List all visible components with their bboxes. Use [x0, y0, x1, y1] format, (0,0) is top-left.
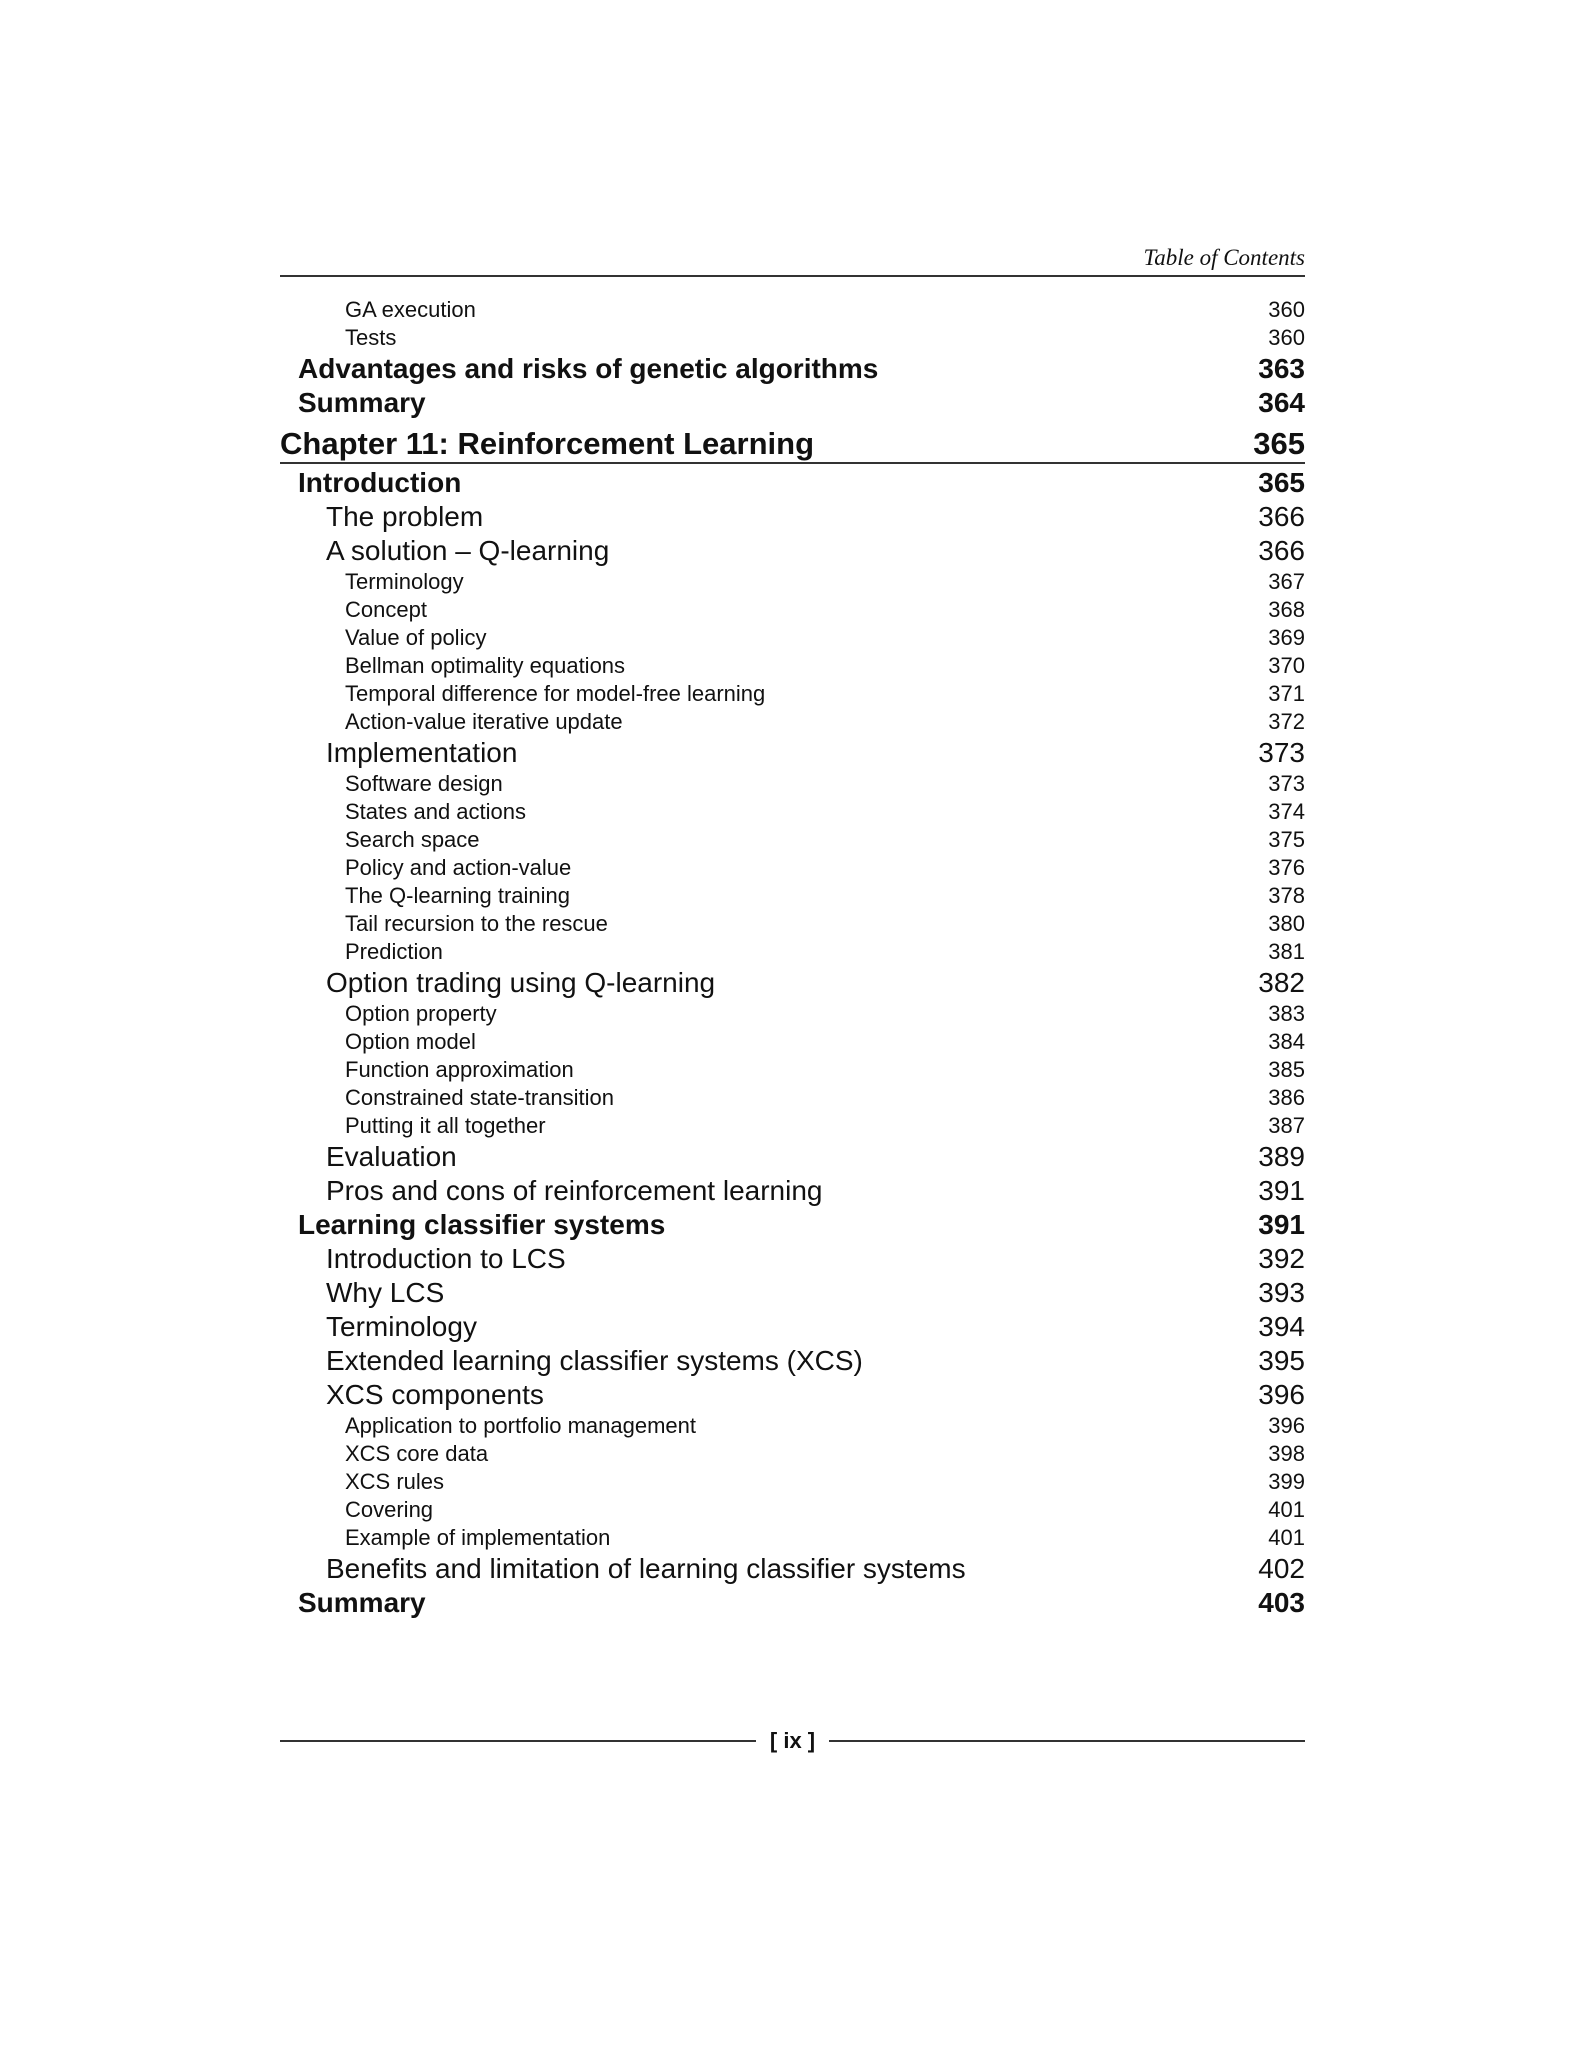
toc-entry-title: Summary: [298, 387, 426, 418]
toc-entry-page: 366: [1258, 535, 1305, 566]
toc-entry-page: 375: [1268, 827, 1305, 852]
toc-entry-title: Example of implementation: [345, 1525, 611, 1550]
toc-entry-title: Extended learning classifier systems (XCS): [326, 1345, 863, 1376]
toc-entry-title: The Q-learning training: [345, 883, 571, 908]
toc-entry-page: 403: [1258, 1587, 1305, 1618]
toc-subsection[interactable]: [280, 1310, 1305, 1344]
footer-rule-right: [829, 1740, 1305, 1742]
toc-subsubsection[interactable]: [280, 938, 1305, 966]
toc-entry-page: 386: [1268, 1085, 1305, 1110]
page-number: [ ix ]: [769, 1728, 816, 1753]
toc-subsubsection[interactable]: [280, 568, 1305, 596]
toc-section[interactable]: [280, 386, 1305, 420]
toc-subsubsection[interactable]: [280, 770, 1305, 798]
toc-entry-page: 369: [1268, 625, 1305, 650]
toc-subsection[interactable]: [280, 1378, 1305, 1412]
toc-entry-page: 364: [1258, 387, 1305, 418]
toc-entry-page: 374: [1268, 799, 1305, 824]
toc-entry-title: Prediction: [345, 939, 443, 964]
toc-entry-page: 401: [1268, 1525, 1305, 1550]
toc-subsubsection[interactable]: [280, 910, 1305, 938]
toc-subsubsection[interactable]: [280, 1056, 1305, 1084]
toc-subsubsection[interactable]: [280, 652, 1305, 680]
toc-entry-page: 396: [1258, 1379, 1305, 1410]
toc-section[interactable]: [280, 352, 1305, 386]
toc-subsubsection[interactable]: [280, 1000, 1305, 1028]
toc-entry-title: GA execution: [345, 297, 476, 322]
toc-subsection[interactable]: [280, 534, 1305, 568]
toc-subsection[interactable]: [280, 1344, 1305, 1378]
toc-subsubsection[interactable]: [280, 1468, 1305, 1496]
toc-entry-title: Terminology: [326, 1311, 477, 1342]
toc-entry-page: 372: [1268, 709, 1305, 734]
toc-section[interactable]: [280, 466, 1305, 500]
toc-entry-page: 373: [1258, 737, 1305, 768]
header-rule: [280, 275, 1305, 277]
toc-entry-title: Application to portfolio management: [345, 1413, 696, 1438]
toc-entry-page: 373: [1268, 771, 1305, 796]
toc-entry-page: 396: [1268, 1413, 1305, 1438]
toc-entry-title: Function approximation: [345, 1057, 574, 1082]
toc-section[interactable]: [280, 1586, 1305, 1620]
toc-subsubsection[interactable]: [280, 1496, 1305, 1524]
toc-entry-title: Tail recursion to the rescue: [345, 911, 608, 936]
toc-entry-title: Learning classifier systems: [298, 1209, 666, 1240]
toc-entry-page: 402: [1258, 1553, 1305, 1584]
toc-entry-page: 391: [1258, 1209, 1305, 1240]
toc-entry-page: 381: [1268, 939, 1305, 964]
toc-entry-page: 360: [1268, 297, 1305, 322]
toc-subsubsection[interactable]: [280, 798, 1305, 826]
toc-subsection[interactable]: [280, 966, 1305, 1000]
toc-entry-title: Terminology: [345, 569, 464, 594]
toc-entry-page: 383: [1268, 1001, 1305, 1026]
toc-entry-page: 382: [1258, 967, 1305, 998]
toc-entry-title: Evaluation: [326, 1141, 457, 1172]
toc-entry-title: Covering: [345, 1497, 434, 1522]
toc-entry-title: Benefits and limitation of learning classifier systems: [326, 1553, 966, 1584]
toc-entry-page: 368: [1268, 597, 1305, 622]
toc-entry-page: 394: [1258, 1311, 1305, 1342]
toc-entry-title: Policy and action-value: [345, 855, 572, 880]
running-head: Table of Contents: [1143, 245, 1305, 270]
toc-subsection[interactable]: [280, 1140, 1305, 1174]
toc-entry-title: XCS core data: [345, 1441, 489, 1466]
toc-entry-title: Action-value iterative update: [345, 709, 623, 734]
toc-entry-page: 391: [1258, 1175, 1305, 1206]
toc-entry-title: Introduction: [298, 467, 462, 498]
toc-entry-title: Advantages and risks of genetic algorithms: [298, 353, 879, 384]
toc-list: [280, 296, 1305, 1620]
toc-entry-page: 399: [1268, 1469, 1305, 1494]
toc-entry-page: 365: [1253, 426, 1305, 461]
toc-entry-page: 367: [1268, 569, 1305, 594]
toc-subsubsection[interactable]: [280, 1028, 1305, 1056]
footer-rule-left: [280, 1740, 756, 1742]
toc-entry-page: 389: [1258, 1141, 1305, 1172]
toc-entry-title: The problem: [326, 501, 484, 532]
toc-subsubsection[interactable]: [280, 296, 1305, 324]
toc-entry-title: Option model: [345, 1029, 476, 1054]
toc-entry-page: 378: [1268, 883, 1305, 908]
toc-entry-title: Search space: [345, 827, 480, 852]
toc-entry-page: 371: [1268, 681, 1305, 706]
toc-subsubsection[interactable]: [280, 1440, 1305, 1468]
toc-subsection[interactable]: [280, 1174, 1305, 1208]
toc-entry-page: 365: [1258, 467, 1305, 498]
toc-entry-page: 385: [1268, 1057, 1305, 1082]
toc-entry-page: 393: [1258, 1277, 1305, 1308]
toc-entry-title: Concept: [345, 597, 427, 622]
toc-subsubsection[interactable]: [280, 1412, 1305, 1440]
toc-subsection[interactable]: [280, 500, 1305, 534]
toc-subsubsection[interactable]: [280, 596, 1305, 624]
toc-entry-title: Implementation: [326, 737, 518, 768]
toc-entry-title: Chapter 11: Reinforcement Learning: [280, 426, 815, 461]
toc-subsubsection[interactable]: [280, 1084, 1305, 1112]
toc-entry-title: Option trading using Q-learning: [326, 967, 716, 998]
toc-subsubsection[interactable]: [280, 882, 1305, 910]
toc-subsubsection[interactable]: [280, 708, 1305, 736]
toc-entry-title: Value of policy: [345, 625, 487, 650]
toc-subsubsection[interactable]: [280, 624, 1305, 652]
toc-entry-page: 395: [1258, 1345, 1305, 1376]
toc-entry-title: Pros and cons of reinforcement learning: [326, 1175, 823, 1206]
toc-entry-page: 392: [1258, 1243, 1305, 1274]
toc-section[interactable]: [280, 1208, 1305, 1242]
toc-entry-title: Option property: [345, 1001, 497, 1026]
toc-subsection[interactable]: [280, 1276, 1305, 1310]
toc-entry-page: 376: [1268, 855, 1305, 880]
toc-entry-page: 360: [1268, 325, 1305, 350]
toc-entry-page: 366: [1258, 501, 1305, 532]
toc-entry-title: Software design: [345, 771, 503, 796]
toc-entry-title: Summary: [298, 1587, 426, 1618]
toc-entry-page: 363: [1258, 353, 1305, 384]
toc-subsection[interactable]: [280, 1552, 1305, 1586]
toc-subsection[interactable]: [280, 736, 1305, 770]
toc-entry-page: 401: [1268, 1497, 1305, 1522]
toc-entry-title: Bellman optimality equations: [345, 653, 626, 678]
toc-entry-title: Tests: [345, 325, 397, 350]
toc-entry-title: States and actions: [345, 799, 527, 824]
toc-subsubsection[interactable]: [280, 324, 1305, 352]
footer: [280, 1727, 1305, 1755]
toc-entry-page: 380: [1268, 911, 1305, 936]
toc-subsubsection[interactable]: [280, 1524, 1305, 1552]
toc-subsection[interactable]: [280, 1242, 1305, 1276]
toc-subsubsection[interactable]: [280, 826, 1305, 854]
toc-entry-page: 398: [1268, 1441, 1305, 1466]
toc-entry-title: Putting it all together: [345, 1113, 546, 1138]
toc-entry-title: Why LCS: [326, 1277, 445, 1308]
toc-entry-page: 387: [1268, 1113, 1305, 1138]
toc-entry-title: Constrained state-transition: [345, 1085, 615, 1110]
toc-entry-title: Introduction to LCS: [326, 1243, 566, 1274]
toc-entry-title: XCS components: [326, 1379, 544, 1410]
toc-entry-title: A solution – Q-learning: [326, 535, 610, 566]
toc-subsubsection[interactable]: [280, 854, 1305, 882]
toc-subsubsection[interactable]: [280, 1112, 1305, 1140]
toc-entry-title: Temporal difference for model-free learning: [345, 681, 766, 706]
toc-entry-page: 370: [1268, 653, 1305, 678]
toc-entry-title: XCS rules: [345, 1469, 445, 1494]
toc-chapter[interactable]: [280, 424, 1305, 464]
toc-entry-page: 384: [1268, 1029, 1305, 1054]
toc-subsubsection[interactable]: [280, 680, 1305, 708]
